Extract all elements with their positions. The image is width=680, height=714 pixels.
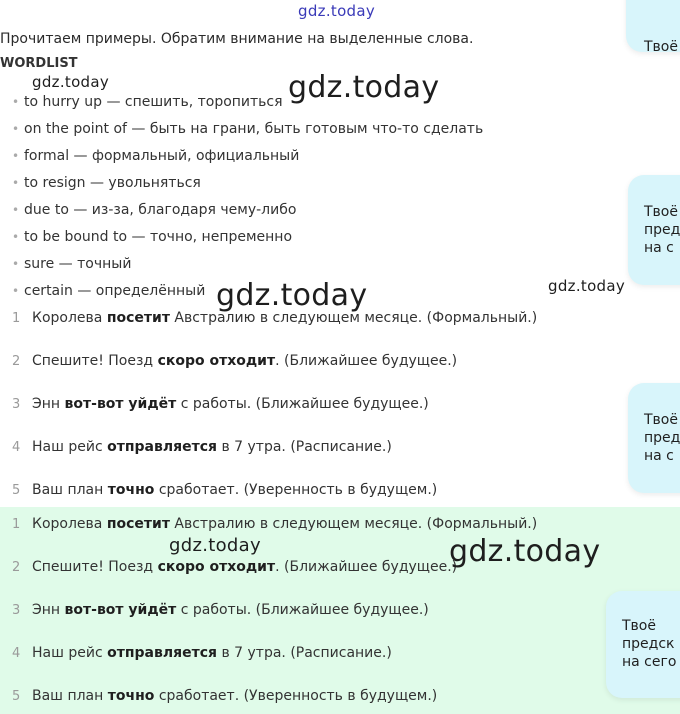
promo-card-text: Твоё [644, 39, 678, 52]
wordlist-item: • to be bound to — точно, непременно [12, 229, 293, 245]
promo-card[interactable] [628, 175, 680, 285]
example-sentence: 5 Ваш план точно сработает. (Уверенность в будущем.) [12, 482, 438, 498]
wordlist-item: • certain — определённый [12, 283, 206, 299]
example-sentence: 2 Спешите! Поезд скоро отходит. (Ближайшее будущее.) [12, 353, 458, 369]
bullet-icon: • [12, 230, 20, 244]
example-sentence: 5 Ваш план точно сработает. (Уверенность в будущем.) [12, 688, 438, 704]
bullet-icon: • [12, 95, 20, 109]
promo-card-text: Твоё пред на с [644, 204, 680, 256]
promo-card[interactable] [628, 383, 680, 493]
watermark: gdz.today [449, 534, 601, 569]
example-sentence: 2 Спешите! Поезд скоро отходит. (Ближайшее будущее.) [12, 559, 458, 575]
wordlist-item: • formal — формальный, официальный [12, 148, 300, 164]
promo-card-text: Твоё предск на сего [622, 618, 677, 670]
bullet-icon: • [12, 122, 20, 136]
bullet-icon: • [12, 149, 20, 163]
example-sentence: 3 Энн вот-вот уйдёт с работы. (Ближайшее будущее.) [12, 602, 429, 618]
example-sentence: 1 Королева посетит Австралию в следующем месяце. (Формальный.) [12, 516, 538, 532]
wordlist-title: WORDLIST [0, 56, 78, 71]
bullet-icon: • [12, 176, 20, 190]
watermark: gdz.today [548, 277, 626, 295]
wordlist-item: • sure — точный [12, 256, 132, 272]
watermark: gdz.today [298, 2, 376, 20]
wordlist-item: • on the point of — быть на грани, быть готовым что-то сделать [12, 121, 484, 137]
promo-card[interactable] [626, 0, 680, 52]
wordlist-item: • to resign — увольняться [12, 175, 201, 191]
watermark: gdz.today [32, 73, 110, 91]
promo-card-text: Твоё пред на с [644, 412, 680, 464]
wordlist-item: • due to — из-за, благодаря чему-либо [12, 202, 297, 218]
intro-text: Прочитаем примеры. Обратим внимание на выделенные слова. [0, 31, 474, 47]
watermark: gdz.today [288, 70, 440, 105]
example-sentence: 4 Наш рейс отправляется в 7 утра. (Расписание.) [12, 439, 392, 455]
wordlist-item: • to hurry up — спешить, торопиться [12, 94, 283, 110]
bullet-icon: • [12, 257, 20, 271]
example-sentence: 1 Королева посетит Австралию в следующем месяце. (Формальный.) [12, 310, 538, 326]
watermark: gdz.today [169, 535, 261, 556]
example-sentence: 4 Наш рейс отправляется в 7 утра. (Расписание.) [12, 645, 392, 661]
bullet-icon: • [12, 284, 20, 298]
watermark: gdz.today [216, 278, 368, 313]
bullet-icon: • [12, 203, 20, 217]
example-sentence: 3 Энн вот-вот уйдёт с работы. (Ближайшее будущее.) [12, 396, 429, 412]
promo-card[interactable] [606, 591, 680, 698]
